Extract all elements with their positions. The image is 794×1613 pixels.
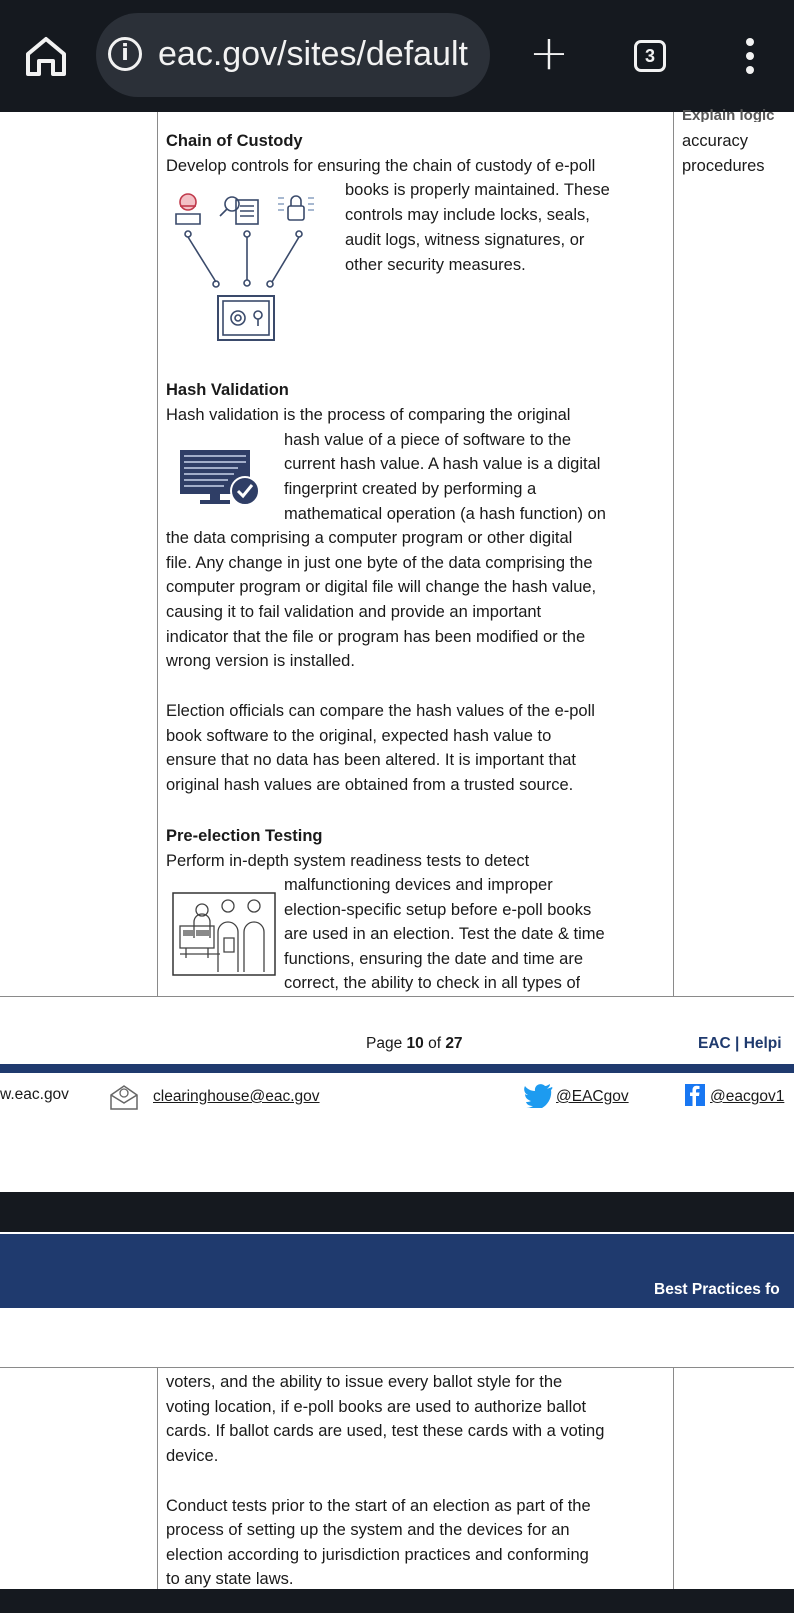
footer-website[interactable]: w.eac.gov xyxy=(0,1086,69,1103)
body-line: ensure that no data has been altered. It is important that xyxy=(166,751,577,769)
body-line: original hash values are obtained from a trusted source. xyxy=(166,776,574,794)
page-number xyxy=(366,1032,463,1057)
footer-brand-separator: | xyxy=(730,1035,744,1052)
body-line: books is properly maintained. These xyxy=(345,181,610,199)
body-line: other security measures. xyxy=(345,256,526,274)
bottom-system-bar xyxy=(0,1589,794,1613)
body-line: election-specific setup before e-poll books xyxy=(284,901,592,919)
home-icon[interactable] xyxy=(22,34,70,78)
body-line: voters, and the ability to issue every ballot style for the xyxy=(166,1373,563,1391)
page-gap xyxy=(0,1192,794,1232)
footer-facebook-link[interactable]: @eacgov1 xyxy=(710,1088,785,1105)
chain-of-custody-illustration xyxy=(166,184,340,344)
body-line: are used in an election. Test the date & time xyxy=(284,925,605,943)
plus-icon[interactable]: + xyxy=(528,25,570,81)
right-column-line: procedures xyxy=(682,157,765,175)
page-total: 27 xyxy=(445,1035,463,1052)
body-line: indicator that the file or program has been modified or the xyxy=(166,628,586,646)
testing-illustration xyxy=(172,892,276,976)
body-line: to any state laws. xyxy=(166,1570,294,1588)
body-line: functions, ensuring the date and time are xyxy=(284,950,584,968)
section-heading-pre-election-testing: Pre-election Testing xyxy=(166,827,323,845)
url-text[interactable]: eac.gov/sites/default xyxy=(158,35,468,73)
page-current: 10 xyxy=(406,1035,424,1052)
twitter-icon xyxy=(524,1084,554,1108)
body-line: computer program or digital file will change the hash value, xyxy=(166,578,597,596)
footer-rule xyxy=(0,1064,794,1073)
email-icon xyxy=(108,1083,140,1111)
info-icon[interactable]: i xyxy=(108,37,142,71)
body-line: hash value of a piece of software to the xyxy=(284,431,572,449)
page-prefix: Page xyxy=(366,1035,407,1052)
table-border-left xyxy=(157,1367,158,1589)
body-line: correct, the ability to check in all types of xyxy=(284,974,581,992)
section-heading-hash-validation: Hash Validation xyxy=(166,381,289,399)
body-line: Election officials can compare the hash values of the e-poll xyxy=(166,702,595,720)
body-line: wrong version is installed. xyxy=(166,652,355,670)
right-column-cut-text: Explain logic xyxy=(682,107,775,122)
hash-monitor-illustration xyxy=(178,448,278,508)
browser-toolbar xyxy=(0,0,794,112)
table-border-right xyxy=(673,1367,674,1589)
table-border-bottom xyxy=(0,996,794,997)
table-border-right xyxy=(673,112,674,997)
body-line: controls may include locks, seals, xyxy=(345,206,590,224)
body-line: file. Any change in just one byte of the data comprising the xyxy=(166,554,593,572)
next-page-header-band xyxy=(0,1234,794,1308)
footer-twitter-link[interactable]: @EACgov xyxy=(556,1088,629,1105)
body-line: cards. If ballot cards are used, test these cards with a voting xyxy=(166,1422,605,1440)
body-line: Hash validation is the process of comparing the original xyxy=(166,406,571,424)
next-page-header-text: Best Practices fo xyxy=(654,1281,780,1298)
table-border-left xyxy=(157,112,158,997)
body-line: current hash value. A hash value is a digital xyxy=(284,455,601,473)
body-line: the data comprising a computer program or other digital xyxy=(166,529,573,547)
table-border-top xyxy=(0,1367,794,1368)
body-line: process of setting up the system and the devices for an xyxy=(166,1521,570,1539)
body-line: book software to the original, expected hash value to xyxy=(166,727,552,745)
footer-brand-text: Helpi xyxy=(743,1035,782,1052)
more-vert-icon[interactable] xyxy=(742,38,758,74)
body-line: Conduct tests prior to the start of an election as part of the xyxy=(166,1497,591,1515)
body-line: fingerprint created by performing a xyxy=(284,480,537,498)
right-column-line: accuracy xyxy=(682,132,749,150)
body-line: election according to jurisdiction practices and conforming xyxy=(166,1546,589,1564)
body-line: device. xyxy=(166,1447,219,1465)
tab-switcher-button[interactable]: 3 xyxy=(634,40,666,72)
page-of: of xyxy=(423,1035,446,1052)
footer-email-link[interactable]: clearinghouse@eac.gov xyxy=(153,1088,320,1105)
footer-brand xyxy=(698,1032,782,1057)
body-line: audit logs, witness signatures, or xyxy=(345,231,585,249)
body-line: Perform in-depth system readiness tests to detect xyxy=(166,852,530,870)
body-line: voting location, if e-poll books are used to authorize ballot xyxy=(166,1398,587,1416)
body-line: Develop controls for ensuring the chain of custody of e-poll xyxy=(166,157,596,175)
body-line: malfunctioning devices and improper xyxy=(284,876,553,894)
footer-brand-eac: EAC xyxy=(698,1035,731,1052)
address-bar[interactable] xyxy=(96,13,490,97)
body-line: causing it to fail validation and provide an important xyxy=(166,603,542,621)
body-line: mathematical operation (a hash function) on xyxy=(284,505,606,523)
section-heading-chain-of-custody: Chain of Custody xyxy=(166,132,303,150)
facebook-icon xyxy=(685,1084,705,1106)
